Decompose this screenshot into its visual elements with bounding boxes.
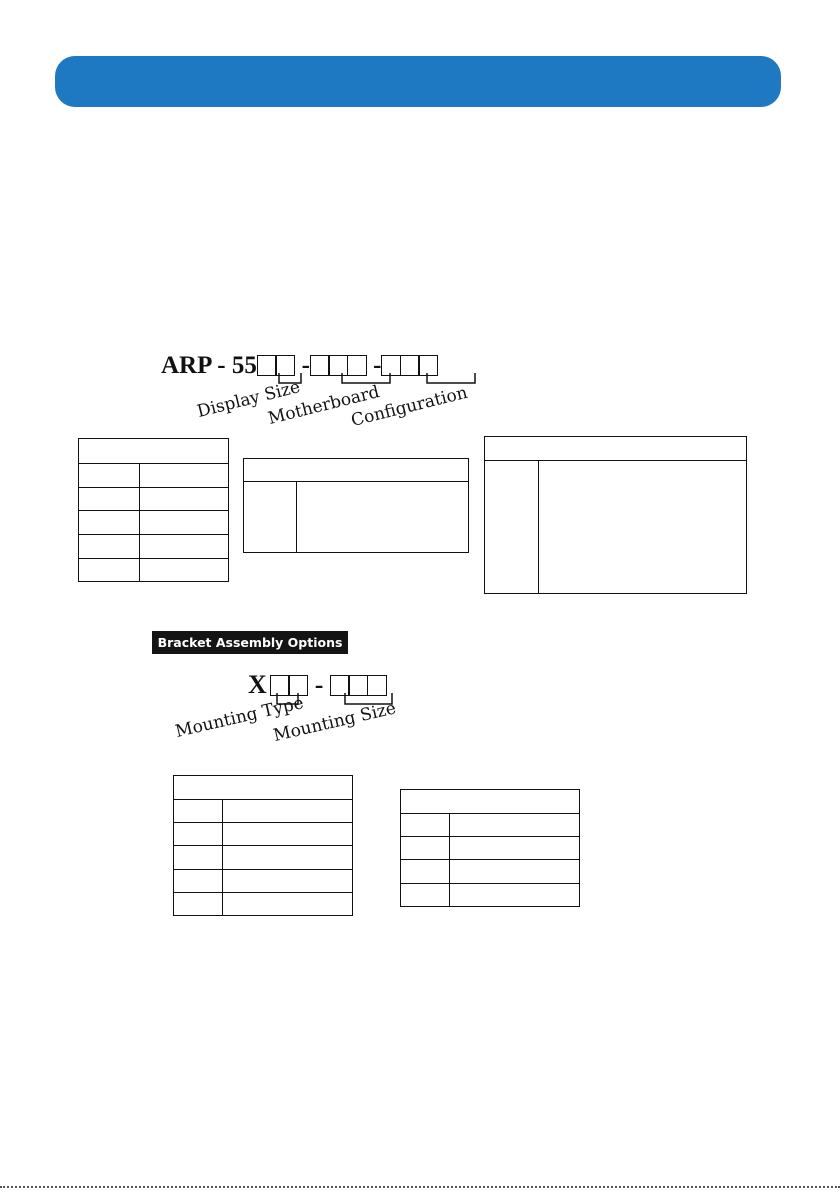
table-row (79, 534, 228, 535)
mounting-size-table (400, 789, 580, 907)
display-size-label: Display Size (195, 377, 303, 422)
display-size-table (78, 438, 229, 582)
table-row (401, 836, 579, 837)
table-row (174, 845, 352, 846)
mounting-size-label: Mounting Size (271, 698, 398, 746)
configuration-label: Configuration (349, 382, 470, 431)
configuration-table (484, 436, 747, 594)
motherboard-label: Motherboard (266, 382, 382, 429)
table-row (174, 799, 352, 800)
bracket-code-prefix: X (248, 670, 267, 699)
table-row (401, 813, 579, 814)
table-row (174, 892, 352, 893)
mounting-type-label: Mounting Type (173, 693, 306, 742)
code-dash: - (314, 670, 324, 699)
table-row (401, 883, 579, 884)
table-column-divider (296, 481, 297, 552)
code-dash: - (301, 352, 310, 379)
table-row (401, 859, 579, 860)
table-row (485, 460, 746, 461)
table-column-divider (449, 813, 450, 906)
table-row (79, 463, 228, 464)
code-braces (0, 0, 840, 420)
table-row (79, 558, 228, 559)
mounting-type-table (173, 775, 353, 916)
table-column-divider (139, 463, 140, 581)
table-row (79, 510, 228, 511)
table-column-divider (538, 460, 539, 593)
table-column-divider (222, 799, 223, 915)
table-row (79, 487, 228, 488)
motherboard-table (243, 458, 469, 553)
page-bottom-border (0, 1186, 840, 1188)
table-row (244, 481, 468, 482)
bracket-section-title: Bracket Assembly Options (152, 631, 348, 654)
code-dash: - (373, 352, 382, 379)
table-row (174, 869, 352, 870)
model-code-prefix: ARP - 55 (161, 352, 257, 379)
table-row (174, 822, 352, 823)
bracket-braces (0, 600, 840, 720)
